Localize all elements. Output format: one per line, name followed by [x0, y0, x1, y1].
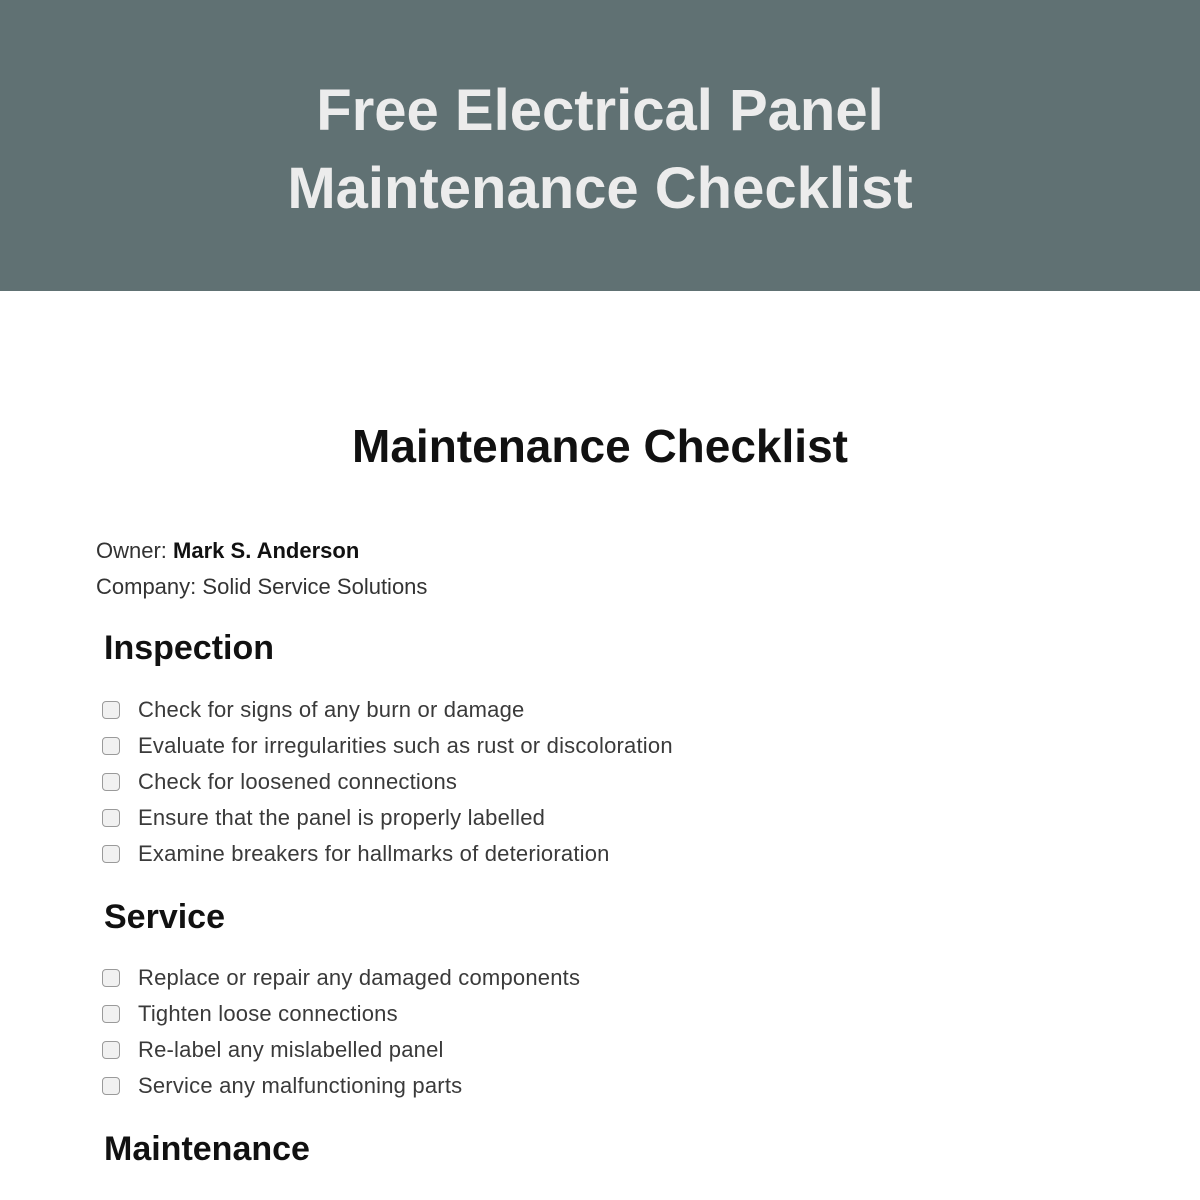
- checkbox[interactable]: [102, 845, 120, 863]
- checklist-item-label: Evaluate for irregularities such as rust or discoloration: [138, 733, 673, 758]
- checklist-item[interactable]: [100, 836, 673, 872]
- company-name: Solid Service Solutions: [202, 574, 428, 599]
- owner-line: [96, 536, 359, 566]
- inspection-heading: Inspection: [104, 629, 275, 667]
- checklist-item[interactable]: [100, 996, 580, 1032]
- owner-label: Owner:: [96, 538, 167, 563]
- banner-title-line-2: Maintenance Checklist: [287, 156, 913, 221]
- checklist-item[interactable]: [100, 692, 673, 728]
- checkbox[interactable]: [102, 1041, 120, 1059]
- checklist-item-label: Ensure that the panel is properly labelled: [138, 805, 546, 830]
- checklist-item-label: Check for loosened connections: [138, 769, 458, 794]
- checklist-item[interactable]: [100, 764, 673, 800]
- checklist-item[interactable]: [100, 1032, 580, 1068]
- company-line: [96, 572, 427, 602]
- owner-name: Mark S. Anderson: [173, 538, 360, 563]
- banner-title-line-1: Free Electrical Panel: [316, 78, 884, 143]
- checkbox[interactable]: [102, 737, 120, 755]
- checkbox[interactable]: [102, 1077, 120, 1095]
- checkbox[interactable]: [102, 701, 120, 719]
- checklist-item[interactable]: [100, 728, 673, 764]
- checkbox[interactable]: [102, 773, 120, 791]
- inspection-checklist: [100, 692, 673, 872]
- service-heading: Service: [104, 898, 225, 936]
- company-label: Company:: [96, 574, 197, 599]
- checkbox[interactable]: [102, 1005, 120, 1023]
- header-banner: [0, 0, 1200, 291]
- page-title: Maintenance Checklist: [352, 420, 848, 472]
- checkbox[interactable]: [102, 969, 120, 987]
- checklist-item[interactable]: [100, 960, 580, 996]
- banner-title: [0, 72, 1200, 228]
- checkbox[interactable]: [102, 809, 120, 827]
- checklist-item-label: Service any malfunctioning parts: [138, 1073, 463, 1098]
- maintenance-heading: Maintenance: [104, 1130, 310, 1168]
- checklist-item-label: Examine breakers for hallmarks of deterioration: [138, 841, 610, 866]
- checklist-item[interactable]: [100, 800, 673, 836]
- checklist-item-label: Replace or repair any damaged components: [138, 965, 581, 990]
- checklist-item-label: Re-label any mislabelled panel: [138, 1037, 444, 1062]
- checklist-item[interactable]: [100, 1068, 580, 1104]
- checklist-item-label: Tighten loose connections: [138, 1001, 398, 1026]
- checklist-item-label: Check for signs of any burn or damage: [138, 697, 525, 722]
- service-checklist: [100, 960, 580, 1104]
